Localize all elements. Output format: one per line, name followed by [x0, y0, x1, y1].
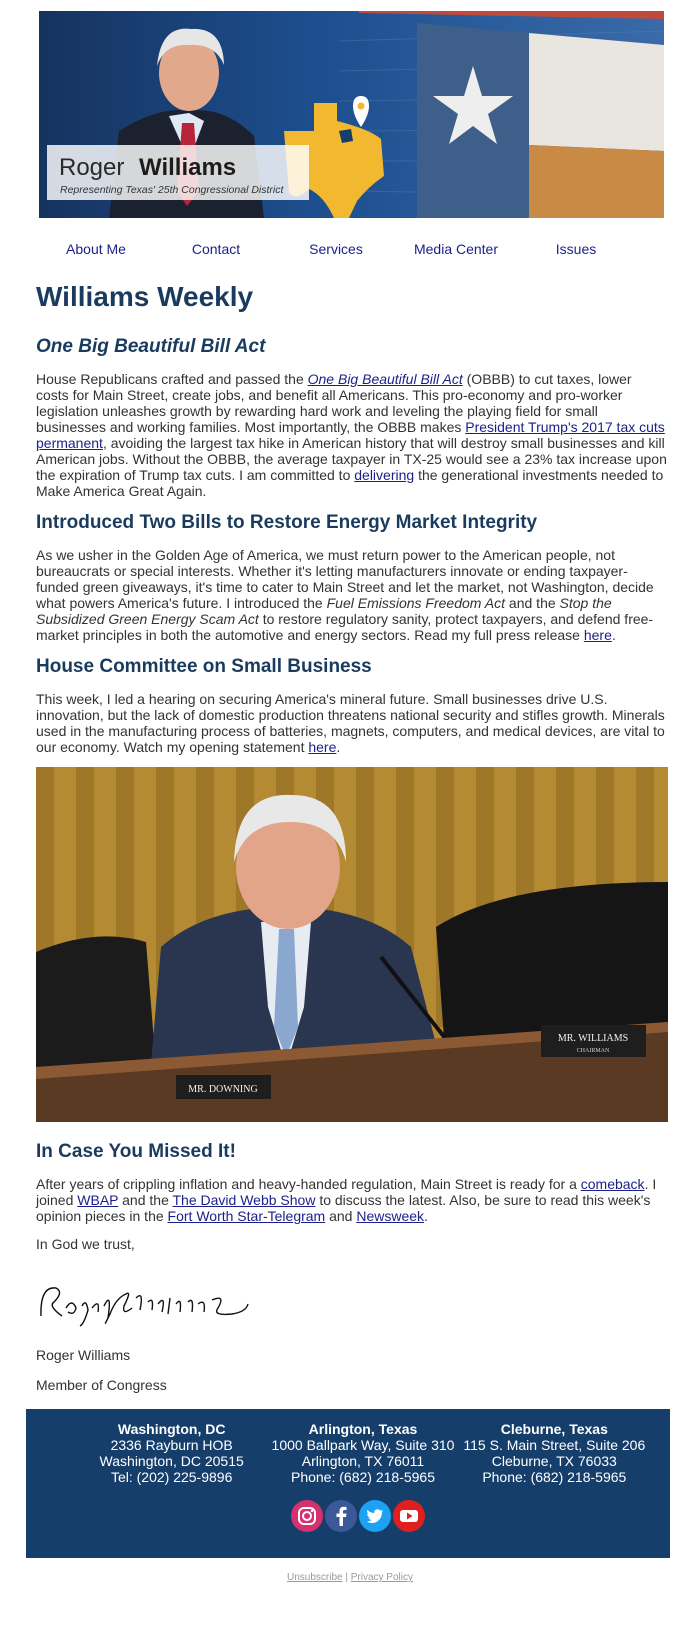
closing-title: Member of Congress	[36, 1377, 167, 1393]
section-heading-obbb: One Big Beautiful Bill Act	[36, 336, 266, 357]
opening-statement-link[interactable]: here	[308, 739, 337, 755]
nameplate-chairman: CHAIRMAN	[576, 1048, 610, 1054]
nav-about-me[interactable]: About Me	[66, 241, 126, 257]
privacy-policy-link[interactable]: Privacy Policy	[350, 1572, 413, 1583]
section-paragraph-energy: As we usher in the Golden Age of America, we must return power to the American people, not bureaucrats or special interests. Whether it's letting manufacturers innovate or ending taxpayer-funded green giveaways, it's time to cater to Main Street and let the market, not Washington, decide what powers America's future. I introduced the Fuel Emissions Freedom Act and the Stop the Subsidized Green Energy Scam Act to restore regulatory sanity, protect taxpayers, and defend free-market principles in both the automotive and energy sectors. Read my full press release here.	[36, 547, 654, 643]
banner-last-name: Williams	[139, 154, 237, 181]
nameplate-williams: MR. WILLIAMS	[557, 1033, 629, 1044]
comeback-link[interactable]: comeback	[580, 1176, 645, 1192]
instagram-icon[interactable]	[291, 1500, 323, 1537]
twitter-icon[interactable]	[359, 1500, 391, 1537]
newsletter-body	[36, 280, 668, 1405]
nameplate-downing: MR. DOWNING	[188, 1084, 258, 1095]
banner-subtitle: Representing Texas' 25th Congressional District	[60, 184, 284, 196]
unsubscribe-link[interactable]: Unsubscribe	[287, 1572, 343, 1583]
section-paragraph-obbb: House Republicans crafted and passed the One Big Beautiful Bill Act (OBBB) to cut taxes, lower costs for Main Street, create jobs, and benefit all Americans. This pro-economy and pro-worker legislation unleashes growth by rewarding hard work and leveling the playing field for small businesses and working families. Most importantly, the OBBB makes President Trump's 2017 tax cuts permanent, avoiding the largest tax hike in American history that will destroy small businesses and kill American jobs. Without the OBBB, the average taxpayer in TX-25 would see a 23% tax increase upon the expiration of Trump tax cuts. I am committed to delivering the generational investments needed to Make America Great Again.	[36, 371, 667, 499]
closing-name: Roger Williams	[36, 1347, 131, 1363]
obbb-link[interactable]: One Big Beautiful Bill Act	[307, 371, 463, 387]
wbap-link[interactable]: WBAP	[77, 1192, 119, 1208]
delivering-link[interactable]: delivering	[354, 467, 415, 483]
newsweek-link[interactable]: Newsweek	[356, 1208, 425, 1224]
nav-issues[interactable]: Issues	[555, 241, 597, 257]
nav-services[interactable]: Services	[309, 241, 363, 257]
facebook-icon[interactable]	[325, 1500, 357, 1537]
signature-image	[36, 1268, 266, 1330]
newsletter-title: Williams Weekly	[36, 281, 254, 312]
header-banner	[39, 11, 664, 218]
youtube-icon[interactable]	[393, 1500, 425, 1537]
top-nav	[36, 241, 670, 257]
section-paragraph-small-business: This week, I led a hearing on securing America's mineral future. Small businesses drive U.S. innovation, but the lack of domestic production threatens national security and stifles growth. Minerals used in the manufacturing process of batteries, magnets, computers, and medical devices, are vital to our economy. Watch my opening statement here.	[36, 691, 665, 755]
star-telegram-link[interactable]: Fort Worth Star-Telegram	[167, 1208, 326, 1224]
legal-links: Unsubscribe | Privacy Policy	[287, 1572, 413, 1583]
office-washington: Washington, DC 2336 Rayburn HOB Washington, DC 20515 Tel: (202) 225-9896	[99, 1421, 244, 1485]
press-release-link[interactable]: here	[583, 627, 612, 643]
section-heading-energy: Introduced Two Bills to Restore Energy Market Integrity	[36, 512, 538, 533]
section-paragraph-icymi: After years of crippling inflation and heavy-handed regulation, Main Street is ready for a comeback. I joined WBAP and the The David Webb Show to discuss the latest. Also, be sure to read this week's opinion pieces in the Fort Worth Star-Telegram and Newsweek.	[36, 1176, 657, 1224]
nav-media-center[interactable]: Media Center	[413, 241, 499, 257]
banner-first-name: Roger	[59, 154, 125, 181]
section-heading-icymi: In Case You Missed It!	[36, 1141, 236, 1162]
tax-cuts-link[interactable]: President Trump's 2017 tax cuts permanent	[36, 419, 665, 451]
footer	[26, 1409, 670, 1558]
hearing-photo[interactable]	[36, 767, 668, 1122]
david-webb-show-link[interactable]: The David Webb Show	[172, 1192, 316, 1208]
section-heading-small-business: House Committee on Small Business	[36, 656, 372, 677]
social-links	[26, 1500, 670, 1537]
sign-off: In God we trust,	[36, 1236, 135, 1252]
office-cleburne: Cleburne, Texas 115 S. Main Street, Suite 206 Cleburne, TX 76033 Phone: (682) 218-5965	[463, 1421, 646, 1485]
nav-contact[interactable]: Contact	[191, 241, 241, 257]
office-arlington: Arlington, Texas 1000 Ballpark Way, Suite 310 Arlington, TX 76011 Phone: (682) 218-5965	[271, 1421, 455, 1485]
